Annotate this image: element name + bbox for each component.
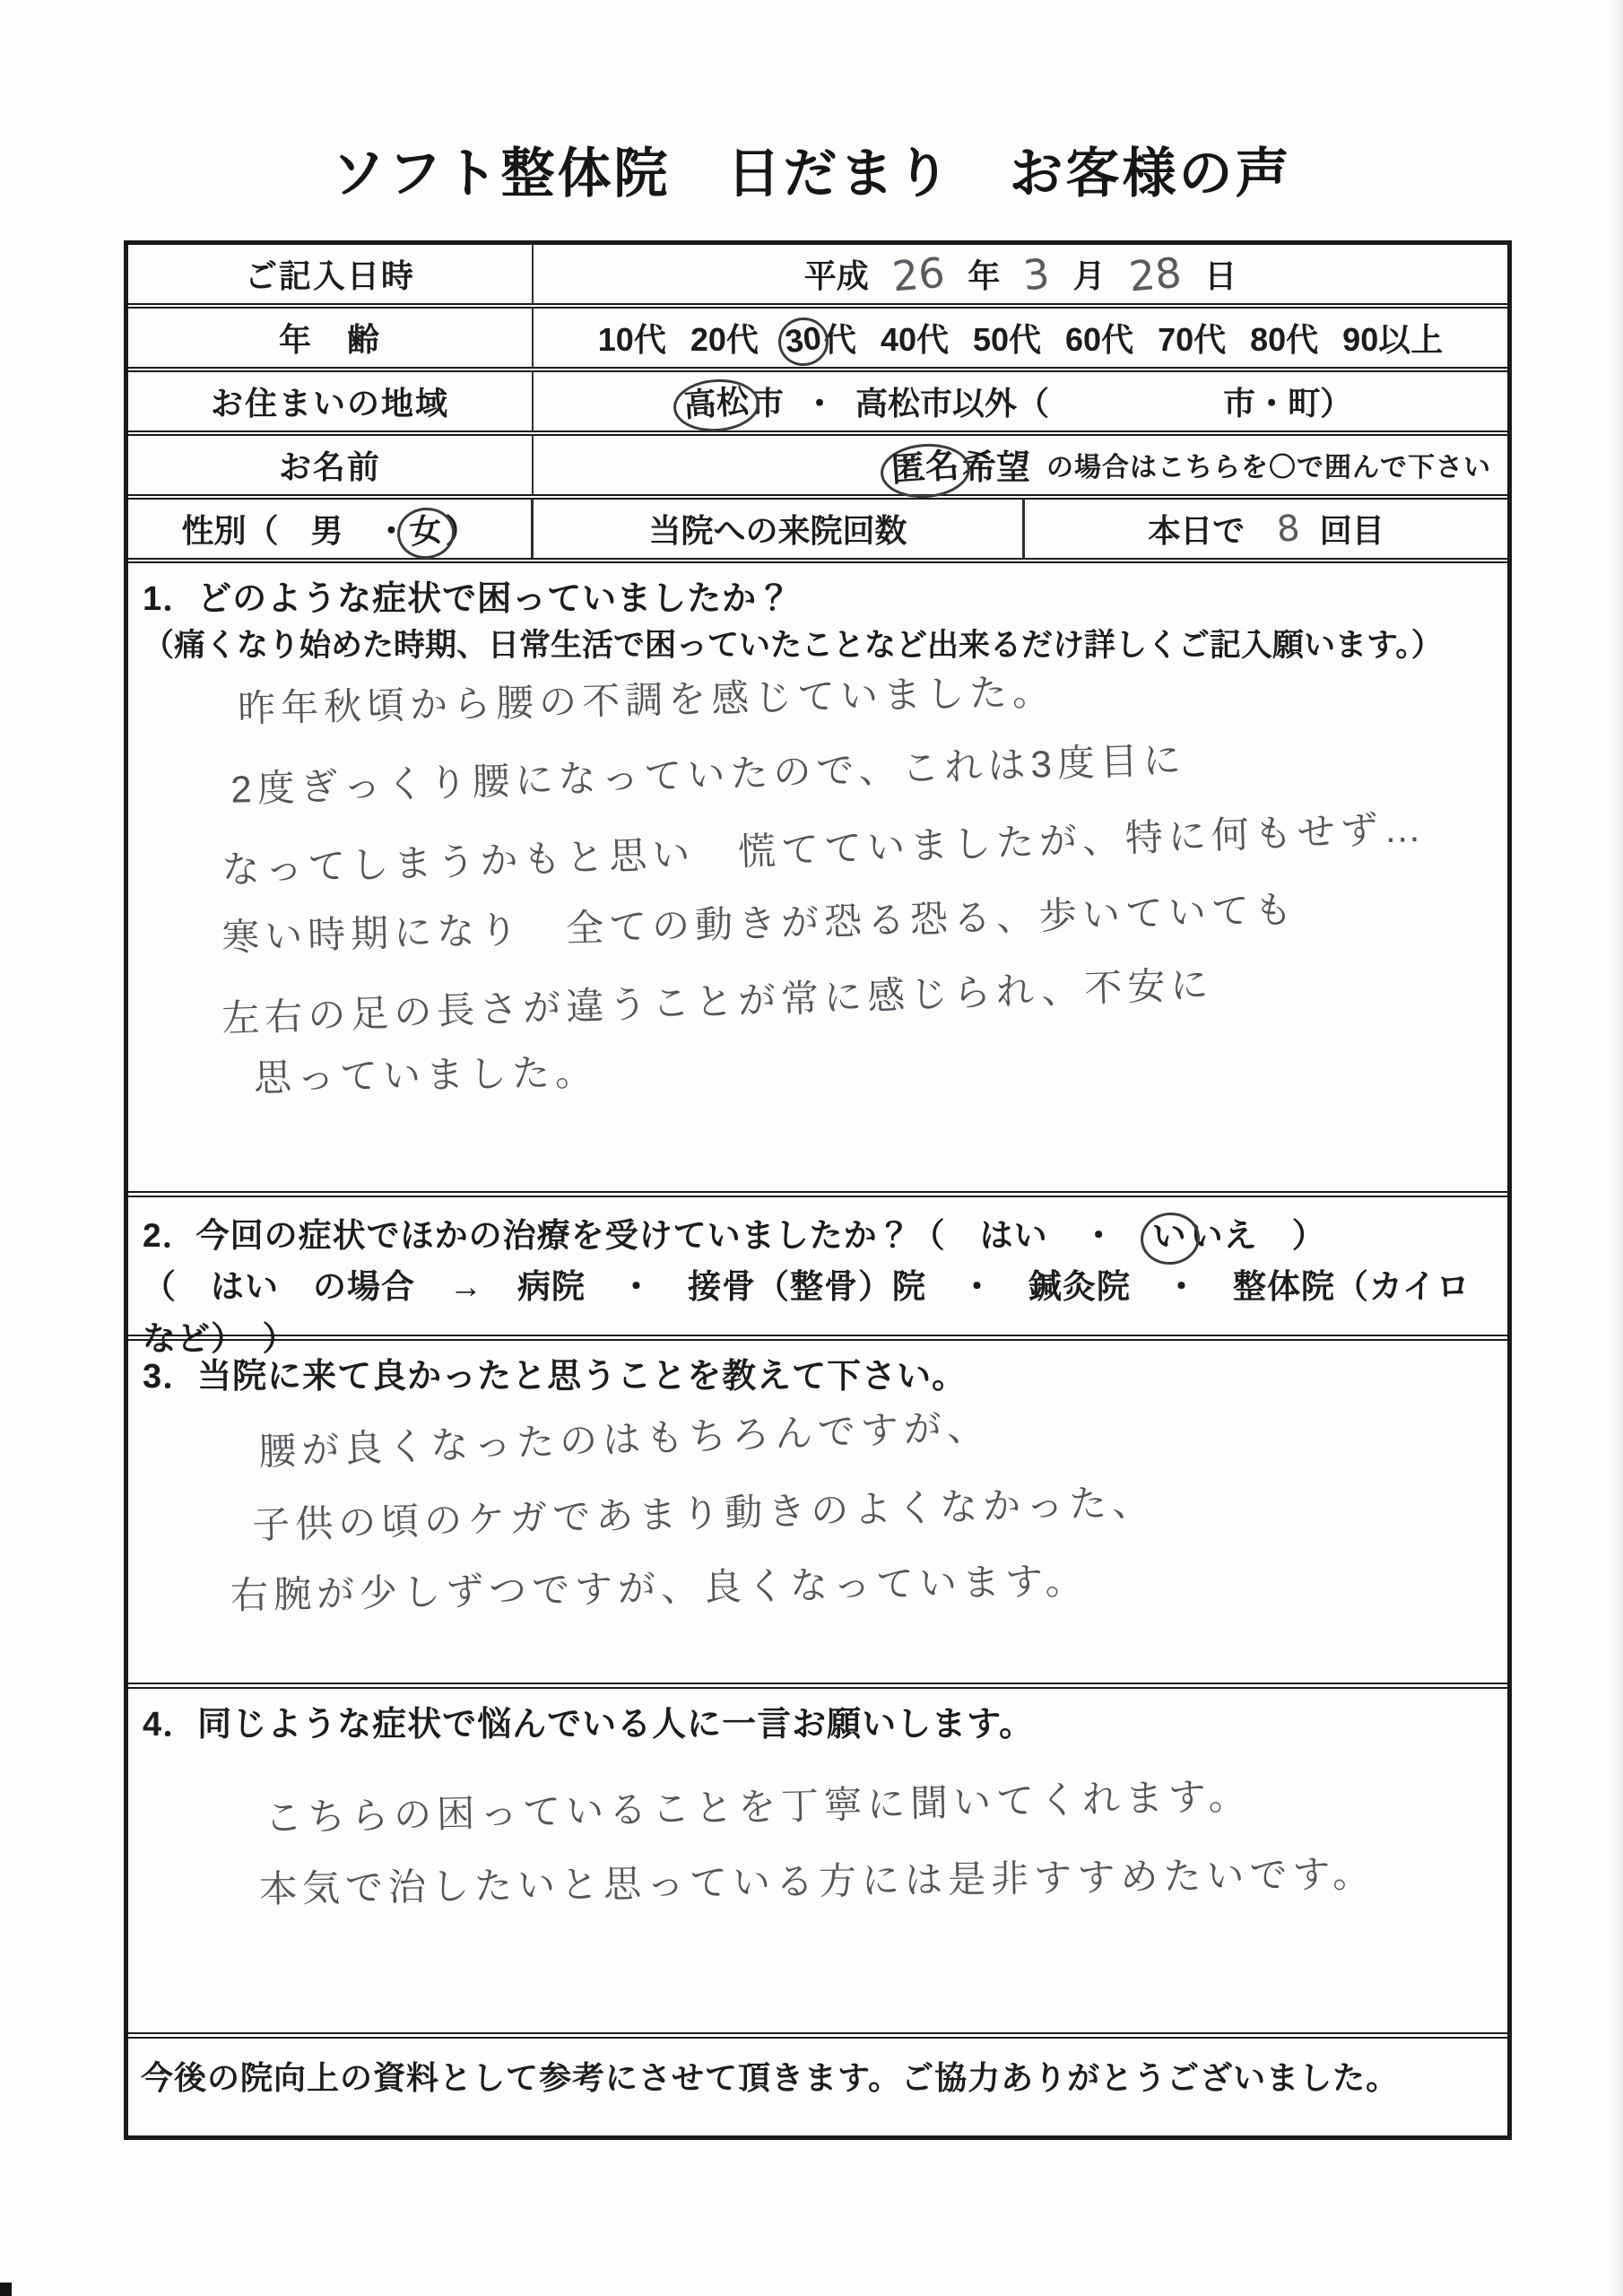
gender-prefix: 性別（ 男 ・ xyxy=(181,512,408,549)
anonymous-suffix: 希望 xyxy=(961,449,1030,488)
q1-handwritten-line-3: なってしまうかもと思い 慌てていましたが、特に何もせず… xyxy=(221,806,1428,891)
handwritten-circle-30s xyxy=(776,315,831,369)
era-label: 平成 xyxy=(803,257,869,294)
region-other-suffix: 市・町） xyxy=(1223,385,1353,422)
q2-question-line xyxy=(143,1210,1493,1261)
age-option-60s: 60代 xyxy=(1065,321,1134,358)
q2-options-line: （ はい の場合 → 病院 ・ 接骨（整骨）院 ・ 鍼灸院 ・ 整体院（カイロなど） ） xyxy=(143,1268,1471,1357)
gender-line xyxy=(181,506,477,552)
q1-title: 1．どのような症状で困っていましたか？ xyxy=(143,580,793,618)
age-option-50s: 50代 xyxy=(972,321,1042,358)
row-region xyxy=(128,372,1507,436)
q1-handwritten-line-1: 昨年秋頃から腰の不調を感じていました。 xyxy=(237,670,1056,730)
name-label: お名前 xyxy=(128,436,534,494)
section-footer-thanks xyxy=(128,2039,1507,2135)
row-name xyxy=(128,436,1507,500)
q1-subtitle: （痛くなり始めた時期、日常生活で困っていたことなど出来るだけ詳しくご記入願います。） xyxy=(143,628,1443,664)
q1-handwritten-line-4: 寒い時期になり 全ての動きが恐る恐る、歩いていても xyxy=(221,888,1298,959)
age-30s-suffix: 代 xyxy=(823,321,856,358)
age-label: 年 齢 xyxy=(128,309,534,367)
q3-handwritten-line-1: 腰が良くなったのはもちろんですが、 xyxy=(257,1405,991,1474)
date-parts xyxy=(534,250,1507,299)
age-option-30s xyxy=(783,315,856,361)
age-option-80s: 80代 xyxy=(1250,321,1319,358)
visit-count-label-cell: 当院への来院回数 xyxy=(534,500,1025,558)
footer-text: 今後の院向上の資料として参考にさせて頂きます。ご協力ありがとうございました。 xyxy=(141,2059,1400,2096)
region-value-cell xyxy=(534,372,1507,430)
section-q3-good-points xyxy=(128,1341,1507,1689)
q2-prefix: 2．今回の症状でほかの治療を受けていましたか？（ はい ・ xyxy=(143,1217,1150,1254)
handwritten-month: 3 xyxy=(1021,248,1052,300)
day-unit-label: 日 xyxy=(1204,257,1237,294)
page-title: ソフト整体院 日だまり お客様の声 xyxy=(331,144,1292,204)
visit-count-suffix: 回目 xyxy=(1319,512,1384,549)
region-takamatsu xyxy=(681,378,784,424)
q3-handwritten-line-3: 右腕が少しずつですが、良くなっています。 xyxy=(230,1559,1089,1617)
q1-handwritten-line-6: 思っていました。 xyxy=(253,1050,599,1100)
handwritten-day: 28 xyxy=(1126,248,1184,300)
handwritten-visit-count: 8 xyxy=(1275,507,1302,551)
age-option-90plus: 90以上 xyxy=(1342,321,1444,358)
name-value-cell xyxy=(534,436,1507,494)
age-option-40s: 40代 xyxy=(880,321,949,358)
age-options xyxy=(534,315,1507,361)
anonymous-circled-part: 匿名 xyxy=(890,447,961,490)
anonymous-instruction: の場合はこちらを〇で囲んで下さい xyxy=(1046,453,1491,483)
handwritten-circle-anonymous xyxy=(879,441,972,501)
month-unit-label: 月 xyxy=(1072,257,1106,294)
q1-handwritten-line-2: 2度ぎっくり腰になっていたので、これは3度目に xyxy=(230,738,1187,811)
row-age xyxy=(128,309,1507,372)
handwritten-year: 26 xyxy=(890,248,947,300)
region-takamatsu-suffix: 市 xyxy=(751,385,785,422)
age-value-cell xyxy=(534,309,1507,367)
feedback-form xyxy=(124,240,1512,2140)
year-unit-label: 年 xyxy=(968,257,1001,294)
q4-handwritten-line-2: 本気で治したいと思っている方には是非すすめたいです。 xyxy=(258,1852,1376,1910)
visit-count-value-cell xyxy=(1025,500,1507,558)
gender-suffix: ） xyxy=(445,512,478,549)
q2-suffix: いえ ） xyxy=(1189,1217,1326,1254)
q1-handwritten-line-5: 左右の足の長さが違うことが常に感じられ、不安に xyxy=(221,962,1215,1040)
age-option-20s: 20代 xyxy=(690,321,759,358)
section-q1-symptoms xyxy=(128,563,1507,1197)
gender-cell xyxy=(128,500,534,558)
section-q2-other-treatment xyxy=(128,1197,1507,1357)
anonymous-option-line xyxy=(534,439,1507,491)
scan-corner-artifact xyxy=(0,2283,12,2296)
q3-title: 3．当院に来て良かったと思うことを教えて下さい。 xyxy=(143,1358,968,1396)
section-q4-message xyxy=(128,1689,1507,2039)
q4-handwritten-line-1: こちらの困っていることを丁寧に聞いてくれます。 xyxy=(264,1774,1253,1839)
scan-edge-shadow xyxy=(1610,0,1623,2296)
q4-title: 4．同じような症状で悩んでいる人に一言お願いします。 xyxy=(143,1706,1035,1744)
age-option-10s: 10代 xyxy=(597,321,666,358)
age-option-70s: 70代 xyxy=(1158,321,1227,358)
q3-handwritten-line-2: 子供の頃のケガであまり動きのよくなかった、 xyxy=(251,1480,1156,1547)
region-takamatsu-circled-part: 高松 xyxy=(682,382,751,424)
date-label: ご記入日時 xyxy=(128,245,534,303)
date-value-cell xyxy=(534,245,1507,303)
q2-no-circled-char: い xyxy=(1150,1215,1189,1256)
row-date xyxy=(128,245,1507,309)
visit-count-prefix: 本日で xyxy=(1148,512,1245,549)
region-label: お住まいの地域 xyxy=(128,372,534,430)
region-other-option: 高松市以外（ xyxy=(855,385,1050,422)
gender-female: 女 xyxy=(408,510,445,551)
age-30s-number: 30 xyxy=(783,318,823,361)
row-gender-visits xyxy=(128,500,1507,563)
handwritten-circle-takamatsu xyxy=(672,377,761,434)
region-separator-dot: ・ xyxy=(803,385,837,422)
anonymous-option xyxy=(889,439,1030,491)
region-options xyxy=(534,378,1352,424)
